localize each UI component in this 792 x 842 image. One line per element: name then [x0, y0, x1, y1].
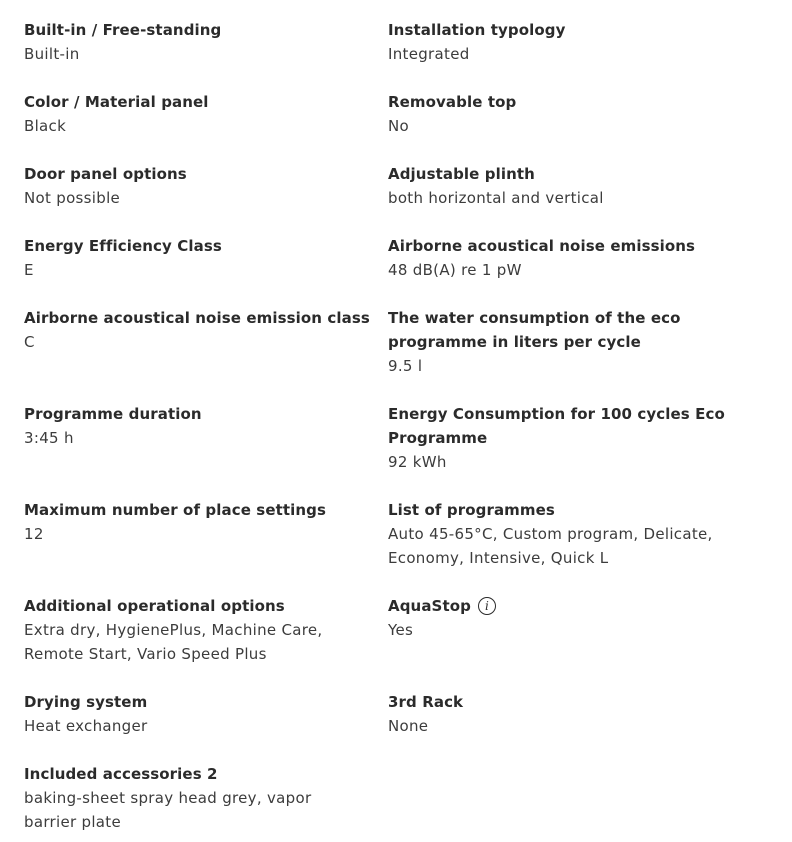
- spec-door-panel: [24, 162, 364, 210]
- spec-value: Integrated: [388, 45, 470, 63]
- spec-label-line1: Energy Consumption for 100 cycles Eco: [388, 405, 725, 423]
- spec-value: Not possible: [24, 189, 121, 207]
- spec-label-row: [388, 594, 728, 618]
- spec-built-in: [24, 18, 364, 66]
- spec-label: 3rd Rack: [388, 693, 464, 711]
- spec-installation-typology: [388, 18, 728, 66]
- spec-noise-emission-class: [24, 306, 384, 354]
- spec-place-settings: [24, 498, 364, 546]
- spec-value-line2: Economy, Intensive, Quick L: [388, 549, 609, 567]
- spec-label: Included accessories 2: [24, 765, 218, 783]
- spec-noise-emissions: [388, 234, 728, 282]
- spec-label: Additional operational options: [24, 597, 285, 615]
- spec-label: Drying system: [24, 693, 148, 711]
- spec-label: Removable top: [388, 93, 517, 111]
- info-icon[interactable]: i: [478, 597, 496, 615]
- spec-value: 92 kWh: [388, 453, 447, 471]
- spec-value: Built-in: [24, 45, 80, 63]
- spec-aquastop: [388, 594, 728, 642]
- spec-value: Yes: [388, 621, 414, 639]
- spec-included-accessories: [24, 762, 364, 834]
- spec-label-line2: Programme: [388, 429, 488, 447]
- spec-value-line2: barrier plate: [24, 813, 122, 831]
- spec-label: Adjustable plinth: [388, 165, 535, 183]
- spec-programme-duration: [24, 402, 364, 450]
- spec-label-line2: programme in liters per cycle: [388, 333, 641, 351]
- spec-value: 12: [24, 525, 44, 543]
- spec-energy-efficiency-class: [24, 234, 364, 282]
- spec-label: Maximum number of place settings: [24, 501, 327, 519]
- spec-label: AquaStop: [388, 597, 471, 615]
- spec-label: Programme duration: [24, 405, 202, 423]
- spec-value: Heat exchanger: [24, 717, 148, 735]
- spec-value: 3:45 h: [24, 429, 74, 447]
- spec-value-line1: Extra dry, HygienePlus, Machine Care,: [24, 621, 323, 639]
- spec-value: Black: [24, 117, 67, 135]
- spec-value: 9.5 l: [388, 357, 423, 375]
- spec-third-rack: [388, 690, 728, 738]
- spec-value: C: [24, 333, 35, 351]
- spec-list-of-programmes: [388, 498, 768, 570]
- spec-label-line1: The water consumption of the eco: [388, 309, 681, 327]
- spec-energy-consumption: [388, 402, 768, 474]
- spec-label: Door panel options: [24, 165, 187, 183]
- spec-operational-options: [24, 594, 364, 666]
- spec-value-line2: Remote Start, Vario Speed Plus: [24, 645, 267, 663]
- spec-label: Airborne acoustical noise emissions: [388, 237, 696, 255]
- spec-value-line1: Auto 45-65°C, Custom program, Delicate,: [388, 525, 713, 543]
- spec-drying-system: [24, 690, 364, 738]
- spec-label: Built-in / Free-standing: [24, 21, 222, 39]
- spec-label: Energy Efficiency Class: [24, 237, 222, 255]
- spec-color-material: [24, 90, 364, 138]
- spec-label: List of programmes: [388, 501, 555, 519]
- spec-value: No: [388, 117, 409, 135]
- spec-value: None: [388, 717, 429, 735]
- spec-water-consumption: [388, 306, 728, 378]
- spec-value: both horizontal and vertical: [388, 189, 604, 207]
- spec-removable-top: [388, 90, 728, 138]
- spec-value: 48 dB(A) re 1 pW: [388, 261, 522, 279]
- spec-value: E: [24, 261, 34, 279]
- spec-label: Airborne acoustical noise emission class: [24, 309, 370, 327]
- spec-label: Installation typology: [388, 21, 566, 39]
- spec-label: Color / Material panel: [24, 93, 209, 111]
- spec-value-line1: baking-sheet spray head grey, vapor: [24, 789, 312, 807]
- spec-adjustable-plinth: [388, 162, 728, 210]
